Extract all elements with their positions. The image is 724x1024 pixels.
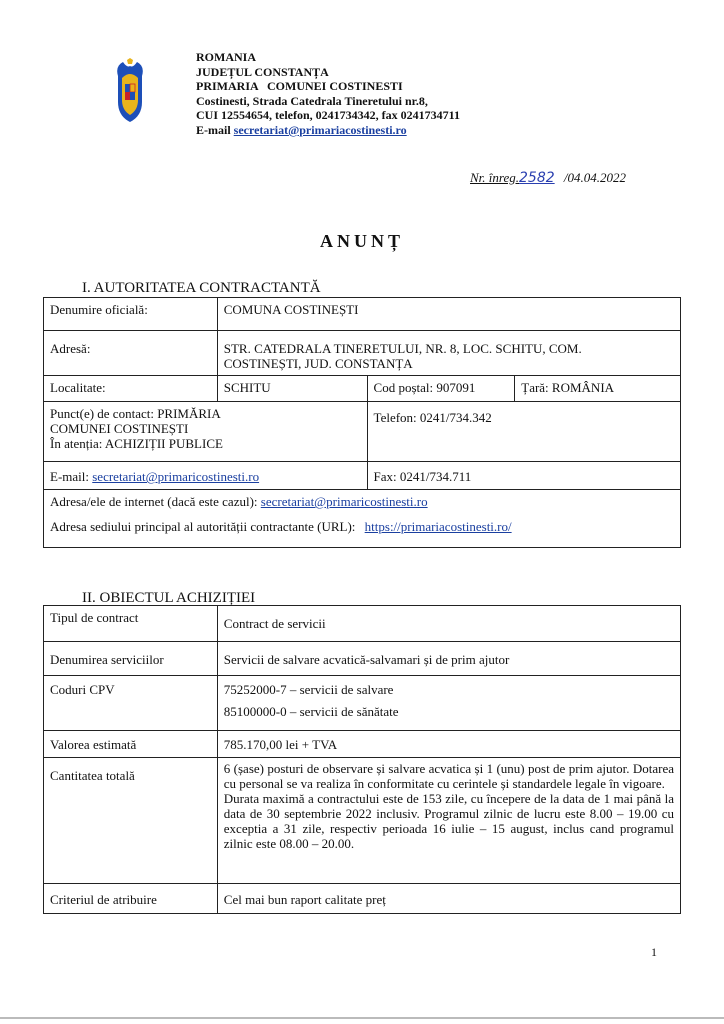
email-cell: [44, 462, 368, 490]
contract-type-value: Contract de servicii: [217, 606, 680, 642]
locality-value: SCHITU: [217, 376, 367, 402]
url-row: [50, 519, 674, 534]
table-row: [44, 884, 681, 914]
contracting-authority-table: [43, 297, 681, 548]
table-row: [44, 758, 681, 884]
registration-date: /04.04.2022: [563, 170, 627, 185]
services-label: Denumirea serviciilor: [44, 642, 218, 676]
table-row: [44, 331, 681, 376]
registration-number: 2582: [519, 170, 555, 186]
table-row: [44, 462, 681, 490]
internet-link[interactable]: secretariat@primaricostinesti.ro: [260, 494, 428, 509]
fax-value: Fax: 0241/734.711: [367, 462, 680, 490]
table-row: [44, 642, 681, 676]
address-line-1: STR. CATEDRALA TINERETULUI, NR. 8, LOC. SCHITU, COM.: [223, 341, 582, 356]
table-row: [44, 402, 681, 462]
registration-line: [470, 170, 626, 186]
header-ids: CUI 12554654, telefon, 0241734342, fax 0241734711: [196, 108, 460, 123]
romania-coat-of-arms-icon: [113, 58, 147, 124]
section-1-heading: I. AUTORITATEA CONTRACTANTĂ: [82, 280, 321, 296]
official-name-value: COMUNA COSTINEȘTI: [217, 298, 680, 331]
header-country: ROMANIA: [196, 50, 256, 64]
award-criteria-label: Criteriul de atribuire: [44, 884, 218, 914]
header-institution: PRIMARIA COMUNEI COSTINESTI: [196, 79, 403, 94]
email-label: E-mail:: [50, 469, 89, 484]
locality-label: Localitate:: [44, 376, 218, 402]
cpv-values: [217, 676, 680, 731]
section-2-heading: II. OBIECTUL ACHIZIȚIEI: [82, 590, 256, 606]
contact-line-3: În atenția: ACHIZIȚII PUBLICE: [50, 436, 223, 451]
header-address: Costinesti, Strada Catedrala Tineretului nr.8,: [196, 93, 428, 108]
address-label: Adresă:: [44, 331, 218, 376]
header-email-row: [196, 123, 460, 138]
url-label: Adresa sediului principal al autorității contractante (URL):: [50, 519, 356, 534]
services-value: Servicii de salvare acvatică-salvamari și de prim ajutor: [217, 642, 680, 676]
cpv-code-1: 75252000-7 – servicii de salvare: [223, 682, 394, 697]
letterhead: [196, 50, 460, 138]
table-row: [44, 298, 681, 331]
url-link[interactable]: https://primariacostinesti.ro/: [364, 519, 512, 534]
internet-label: Adresa/ele de internet (dacă este cazul):: [50, 494, 258, 509]
table-row: [44, 731, 681, 758]
quantity-paragraph-1: 6 (șase) posturi de observare și salvare acvatica și 1 (unu) post de prim ajutor. Dotarea cu personal se va realiza în conformitate cu cerintele și standardele legale în vigoare.: [223, 761, 674, 791]
address-value: [217, 331, 680, 376]
table-row: [44, 376, 681, 402]
quantity-paragraph-2: Durata maximă a contractului este de 153 zile, cu începere de la data de 1 mai până la data de 30 septembrie 2022 inclusiv. Programul zilnic de lucru este 8.00 – 19.00 cu exceptia a 31 zile, respectiv perioada 16 iulie – 15 august, inclus cand programul zilnic este 08.00 – 20.00.: [223, 791, 674, 851]
table-row: [44, 606, 681, 642]
cpv-code-2: 85100000-0 – servicii de sănătate: [223, 704, 399, 719]
table-row: [44, 490, 681, 548]
award-criteria-value: Cel mai bun raport calitate preț: [217, 884, 680, 914]
cpv-label: Coduri CPV: [44, 676, 218, 731]
contract-type-label: Tipul de contract: [44, 606, 218, 642]
quantity-label: Cantitatea totală: [44, 758, 218, 884]
contact-line-2: COMUNEI COSTINEȘTI: [50, 421, 189, 436]
contact-line-1: Punct(e) de contact: PRIMĂRIA: [50, 406, 221, 421]
estimated-value-label: Valorea estimată: [44, 731, 218, 758]
procurement-object-table: [43, 605, 681, 914]
phone-value: Telefon: 0241/734.342: [367, 402, 680, 462]
email-link[interactable]: secretariat@primaricostinesti.ro: [92, 469, 260, 484]
internet-cell: [44, 490, 681, 548]
table-row: [44, 676, 681, 731]
page-number: 1: [651, 945, 657, 959]
estimated-value: 785.170,00 lei + TVA: [217, 731, 680, 758]
header-email-link[interactable]: secretariat@primariacostinesti.ro: [233, 122, 407, 137]
internet-row: [50, 494, 674, 509]
country-value: Țară: ROMÂNIA: [515, 376, 681, 402]
header-county: JUDEȚUL CONSTANȚA: [196, 64, 329, 79]
header-email-label: E-mail: [196, 122, 231, 137]
contact-point: [44, 402, 368, 462]
quantity-value: [217, 758, 680, 884]
registration-label: Nr. înreg.: [470, 170, 519, 185]
address-line-2: COSTINEȘTI, JUD. CONSTANȚA: [223, 356, 413, 371]
postal-code: Cod poștal: 907091: [367, 376, 515, 402]
scan-edge-divider: [0, 1017, 724, 1019]
official-name-label: Denumire oficială:: [44, 298, 218, 331]
document-title: ANUNȚ: [319, 231, 404, 251]
